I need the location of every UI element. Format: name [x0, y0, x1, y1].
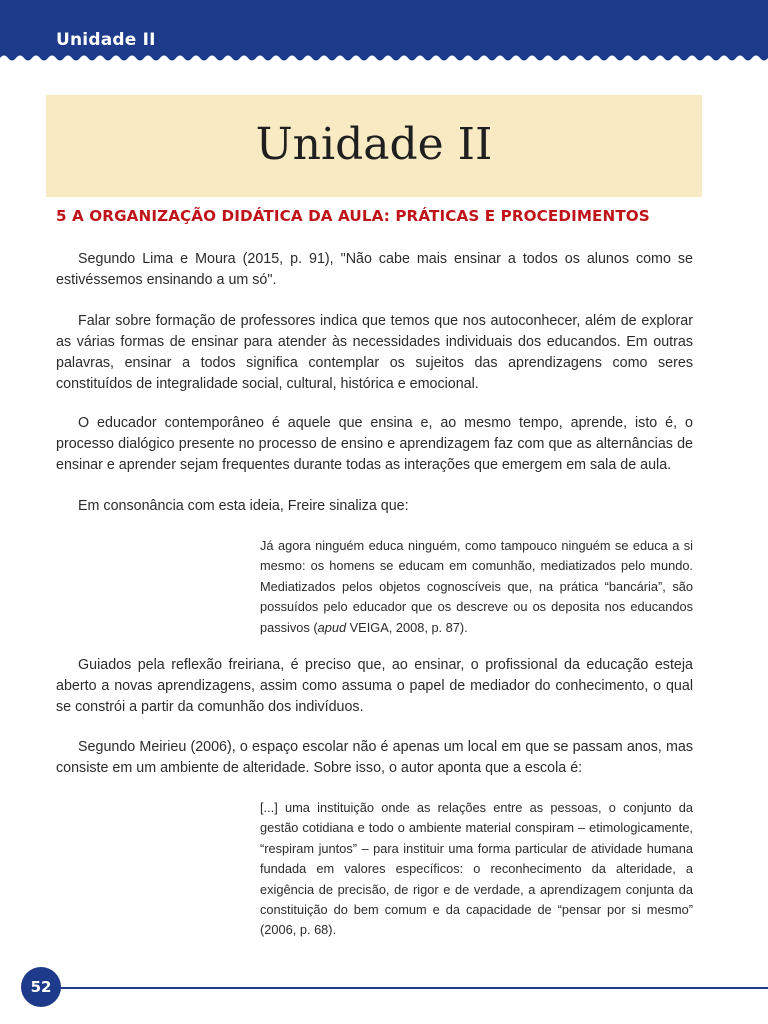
paragraph-6: Segundo Meirieu (2006), o espaço escolar não é apenas um local em que se passam anos, mas consiste em um ambiente de alteridade. Sobre isso, o autor aponta que a escola é:: [56, 739, 693, 776]
paragraph-2: Falar sobre formação de professores indica que temos que nos autoconhecer, além de explorar as várias formas de ensinar para atender às necessidades individuais dos educandos. Em outras palavras, ensinar a todos significa contemplar os sujeitos das aprendizagens como seres constituídos de integralidade social, cultural, histórica e emocional.: [56, 313, 693, 392]
unit-title: Unidade II: [255, 119, 493, 170]
quote-1-apud: apud: [317, 619, 347, 635]
quote-1-ref: VEIGA, 2008, p. 87).: [346, 619, 468, 635]
page-number-badge: 52: [21, 967, 61, 1007]
header-unit-label: Unidade II: [56, 30, 156, 50]
header-bar: [0, 0, 768, 62]
block-quote-freire: [260, 536, 693, 638]
section-heading: 5 A ORGANIZAÇÃO DIDÁTICA DA AULA: PRÁTICAS E PROCEDIMENTOS: [56, 207, 650, 225]
paragraph-4: Em consonância com esta ideia, Freire sinaliza que:: [78, 498, 409, 514]
paragraph-3: O educador contemporâneo é aquele que ensina e, ao mesmo tempo, aprende, isto é, o processo dialógico presente no processo de ensino e aprendizagem faz com que as alternâncias de ensinar e aprender sejam frequentes durante todas as interações que emergem em sala de aula.: [56, 415, 693, 473]
unit-title-banner: [46, 95, 702, 197]
paragraph-5: Guiados pela reflexão freiriana, é preciso que, ao ensinar, o profissional da educação esteja aberto a novas aprendizagens, assim como assuma o papel de mediador do conhecimento, o qual se constrói a partir da comunhão dos indivíduos.: [56, 657, 693, 715]
paragraph-1: Segundo Lima e Moura (2015, p. 91), "Não cabe mais ensinar a todos os alunos como se estivéssemos ensinando a um só".: [56, 251, 693, 288]
header-wave-border: [0, 52, 768, 66]
footer-rule: [40, 987, 768, 989]
block-quote-meirieu: [...] uma instituição onde as relações entre as pessoas, o conjunto da gestão cotidiana e todo o ambiente material conspiram – etimologicamente, “respiram juntos” – para instituir uma forma particular de atividade humana fundada em valores específicos: o reconhecimento da alteridade, a exigência de precisão, de rigor e de verdade, a aprendizagem conjunta da constituição do bem comum e da capacidade de “pensar por si mesmo” (2006, p. 68).: [260, 800, 693, 938]
quote-1-text: Já agora ninguém educa ninguém, como tampouco ninguém se educa a si mesmo: os homens se educam em comunhão, mediatizados pelo mundo. Mediatizados pelos objetos cognoscíveis que, na prática “bancária”, são possuídos pelo educador que os descreve ou os deposita nos educandos passivos (: [260, 538, 693, 635]
